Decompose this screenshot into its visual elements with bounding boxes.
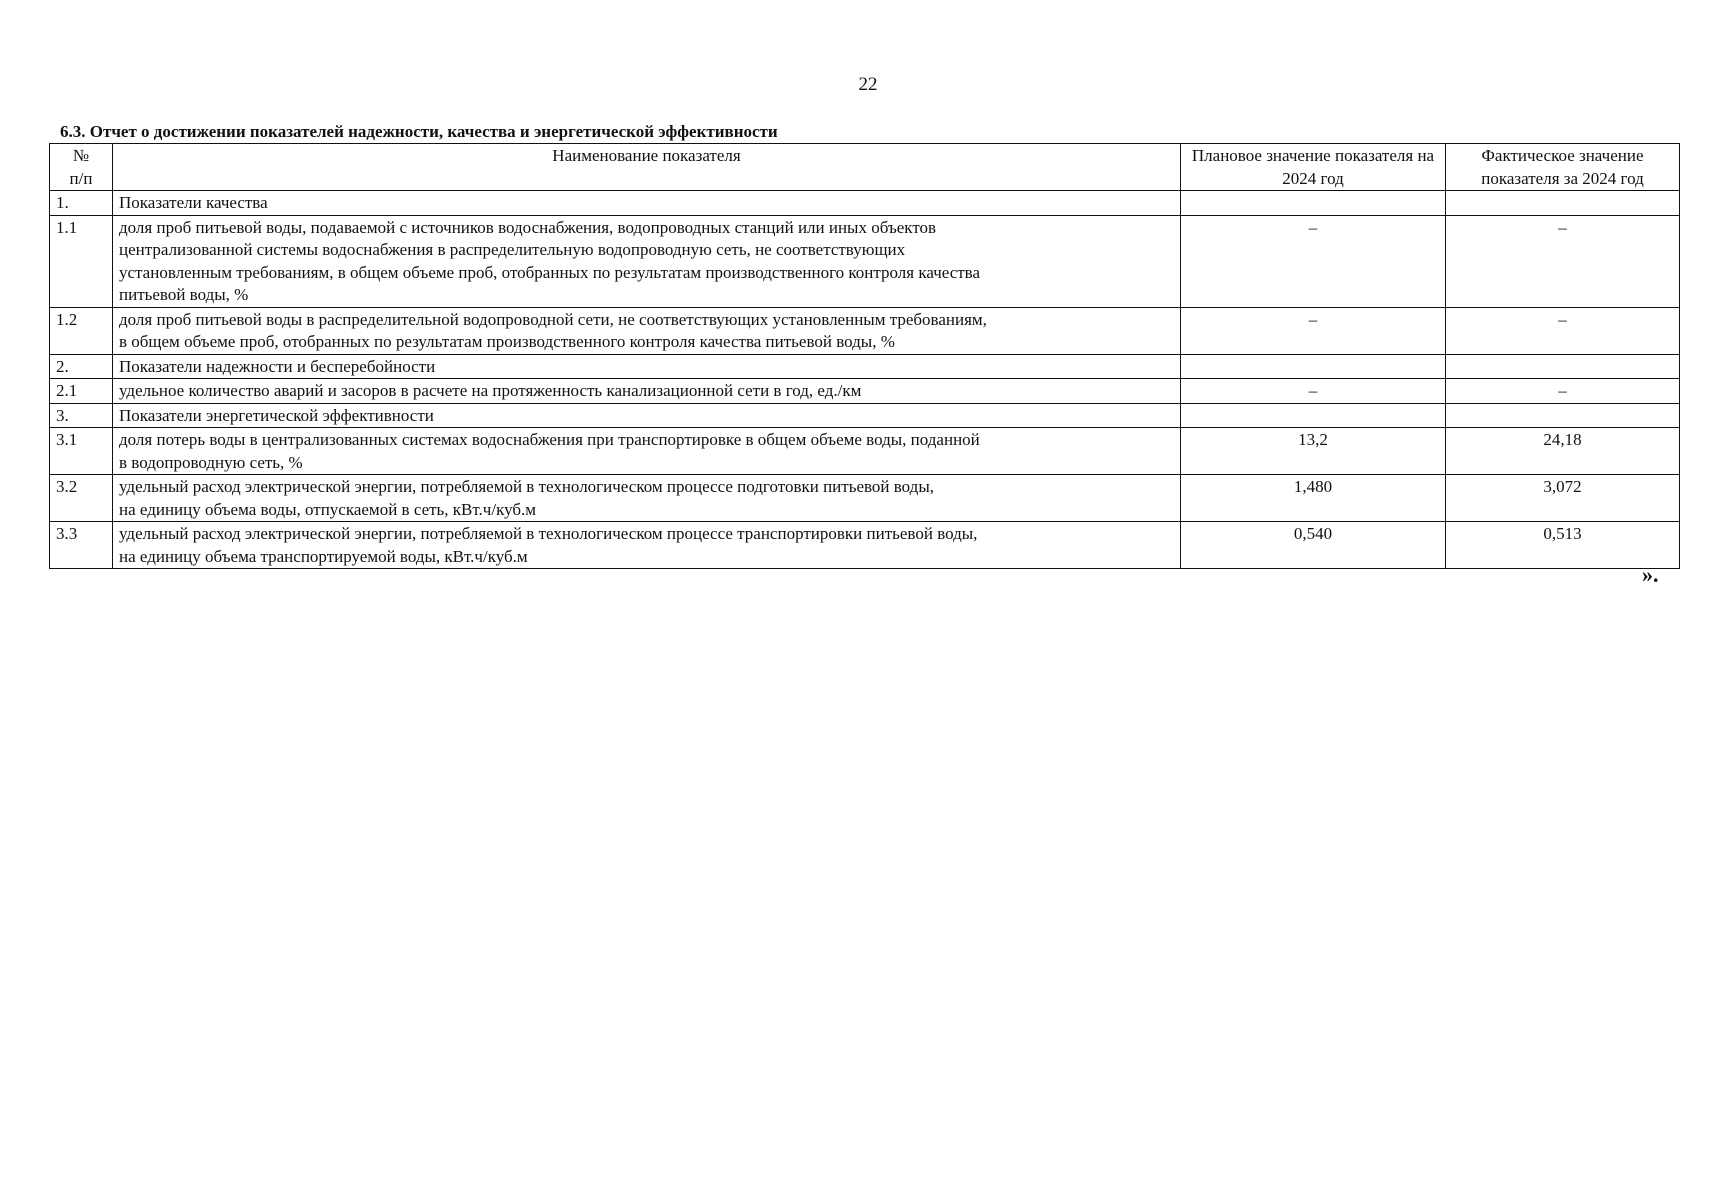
table-row xyxy=(50,191,1680,216)
row-plan-value xyxy=(1181,354,1446,379)
header-plan xyxy=(1181,144,1446,191)
row-number: 3.1 xyxy=(50,428,113,475)
row-name: Показатели качества xyxy=(113,191,1181,216)
row-fact-value: – xyxy=(1446,379,1680,404)
row-fact-value xyxy=(1446,354,1680,379)
header-number-text: № п/п xyxy=(69,146,93,188)
row-fact-value: 3,072 xyxy=(1446,475,1680,522)
header-number xyxy=(50,144,113,191)
row-plan-value: 13,2 xyxy=(1181,428,1446,475)
row-plan-value xyxy=(1181,403,1446,428)
table-row xyxy=(50,403,1680,428)
header-name xyxy=(113,144,1181,191)
row-number: 3.3 xyxy=(50,522,113,569)
row-number: 1.2 xyxy=(50,307,113,354)
table-row xyxy=(50,428,1680,475)
section-title: 6.3. Отчет о достижении показателей надежности, качества и энергетической эффективности xyxy=(60,122,778,141)
table-row xyxy=(50,354,1680,379)
row-plan-value: 0,540 xyxy=(1181,522,1446,569)
indicators-table xyxy=(49,143,1680,569)
table-row xyxy=(50,475,1680,522)
closing-quote-mark: ». xyxy=(1642,562,1659,587)
row-fact-value: – xyxy=(1446,307,1680,354)
row-name: доля проб питьевой воды в распределительной водопроводной сети, не соответствующих установленным требованиям, в общем объеме проб, отобранных по результатам производственного контроля качества питьевой воды, % xyxy=(113,307,1181,354)
row-number: 3.2 xyxy=(50,475,113,522)
row-name: удельный расход электрической энергии, потребляемой в технологическом процессе подготовки питьевой воды, на единицу объема воды, отпускаемой в сеть, кВт.ч/куб.м xyxy=(113,475,1181,522)
page-number: 22 xyxy=(858,74,878,95)
row-fact-value: – xyxy=(1446,215,1680,307)
row-name: удельный расход электрической энергии, потребляемой в технологическом процессе транспортировки питьевой воды, на единицу объема транспортируемой воды, кВт.ч/куб.м xyxy=(113,522,1181,569)
row-plan-value: – xyxy=(1181,215,1446,307)
header-name-text: Наименование показателя xyxy=(552,146,741,165)
row-number: 1.1 xyxy=(50,215,113,307)
row-fact-value xyxy=(1446,191,1680,216)
row-number: 2.1 xyxy=(50,379,113,404)
header-fact-text: Фактическое значение показателя за 2024 год xyxy=(1481,146,1644,188)
table-row xyxy=(50,215,1680,307)
header-plan-text: Плановое значение показателя на 2024 год xyxy=(1191,146,1435,188)
table-header-row xyxy=(50,144,1680,191)
row-fact-value: 24,18 xyxy=(1446,428,1680,475)
row-name: Показатели надежности и бесперебойности xyxy=(113,354,1181,379)
row-name: доля потерь воды в централизованных системах водоснабжения при транспортировке в общем объеме воды, поданной в водопроводную сеть, % xyxy=(113,428,1181,475)
table-row xyxy=(50,522,1680,569)
row-plan-value: – xyxy=(1181,379,1446,404)
row-fact-value: 0,513 xyxy=(1446,522,1680,569)
table-row xyxy=(50,379,1680,404)
row-plan-value: – xyxy=(1181,307,1446,354)
row-name: Показатели энергетической эффективности xyxy=(113,403,1181,428)
row-plan-value: 1,480 xyxy=(1181,475,1446,522)
row-plan-value xyxy=(1181,191,1446,216)
row-name: доля проб питьевой воды, подаваемой с источников водоснабжения, водопроводных станций или иных объектов централизованной системы водоснабжения в распределительную водопроводную сеть, не соответствующих установленным требованиям, в общем объеме проб, отобранных по результатам производственного контроля качества питьевой воды, % xyxy=(113,215,1181,307)
row-number: 2. xyxy=(50,354,113,379)
row-number: 1. xyxy=(50,191,113,216)
table-row xyxy=(50,307,1680,354)
row-number: 3. xyxy=(50,403,113,428)
header-fact xyxy=(1446,144,1680,191)
row-name: удельное количество аварий и засоров в расчете на протяженность канализационной сети в год, ед./км xyxy=(113,379,1181,404)
row-fact-value xyxy=(1446,403,1680,428)
